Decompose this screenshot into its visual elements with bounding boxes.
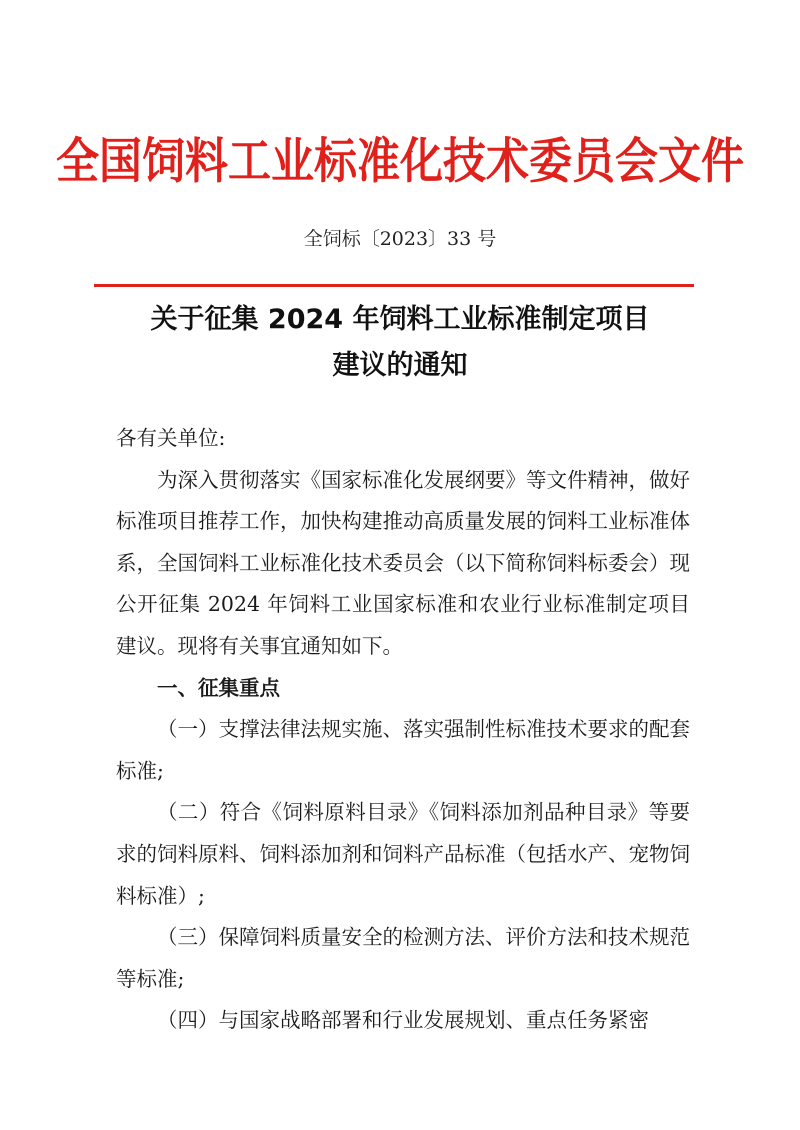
document-number: 全饲标〔2023〕33 号 bbox=[303, 228, 497, 250]
list-item-4: （四）与国家战略部署和行业发展规划、重点任务紧密 bbox=[157, 1008, 649, 1033]
list-item-3: （三）保障饲料质量安全的检测方法、评价方法和技术规范等标准; bbox=[116, 925, 690, 991]
section-heading-1: 一、征集重点 bbox=[157, 675, 280, 700]
intro-paragraph: 为深入贯彻落实《国家标准化发展纲要》等文件精神，做好标准项目推荐工作，加快构建推动高质量发展的饲料工业标准体系，全国饲料工业标准化技术委员会（以下简称饲料标委会）现公开征集 2024 年饲料工业国家标准和农业行业标准制定项目建议。现将有关事宜通知如下。 bbox=[116, 467, 690, 658]
document-title bbox=[60, 297, 740, 389]
red-divider-line bbox=[94, 284, 694, 287]
list-item-2: （二）符合《饲料原料目录》《饲料添加剂品种目录》等要求的饲料原料、饲料添加剂和饲料产品标准（包括水产、宠物饲料标准）; bbox=[116, 800, 690, 908]
salutation: 各有关单位: bbox=[116, 426, 226, 450]
document-title-line-1: 关于征集 2024 年饲料工业标准制定项目 bbox=[150, 304, 650, 335]
issuing-organization-header: 全国饲料工业标准化技术委员会文件 bbox=[56, 134, 744, 190]
list-item-1: （一）支撑法律法规实施、落实强制性标准技术要求的配套标准; bbox=[116, 717, 690, 783]
document-body bbox=[116, 418, 690, 1042]
document-title-line-2: 建议的通知 bbox=[332, 350, 468, 381]
